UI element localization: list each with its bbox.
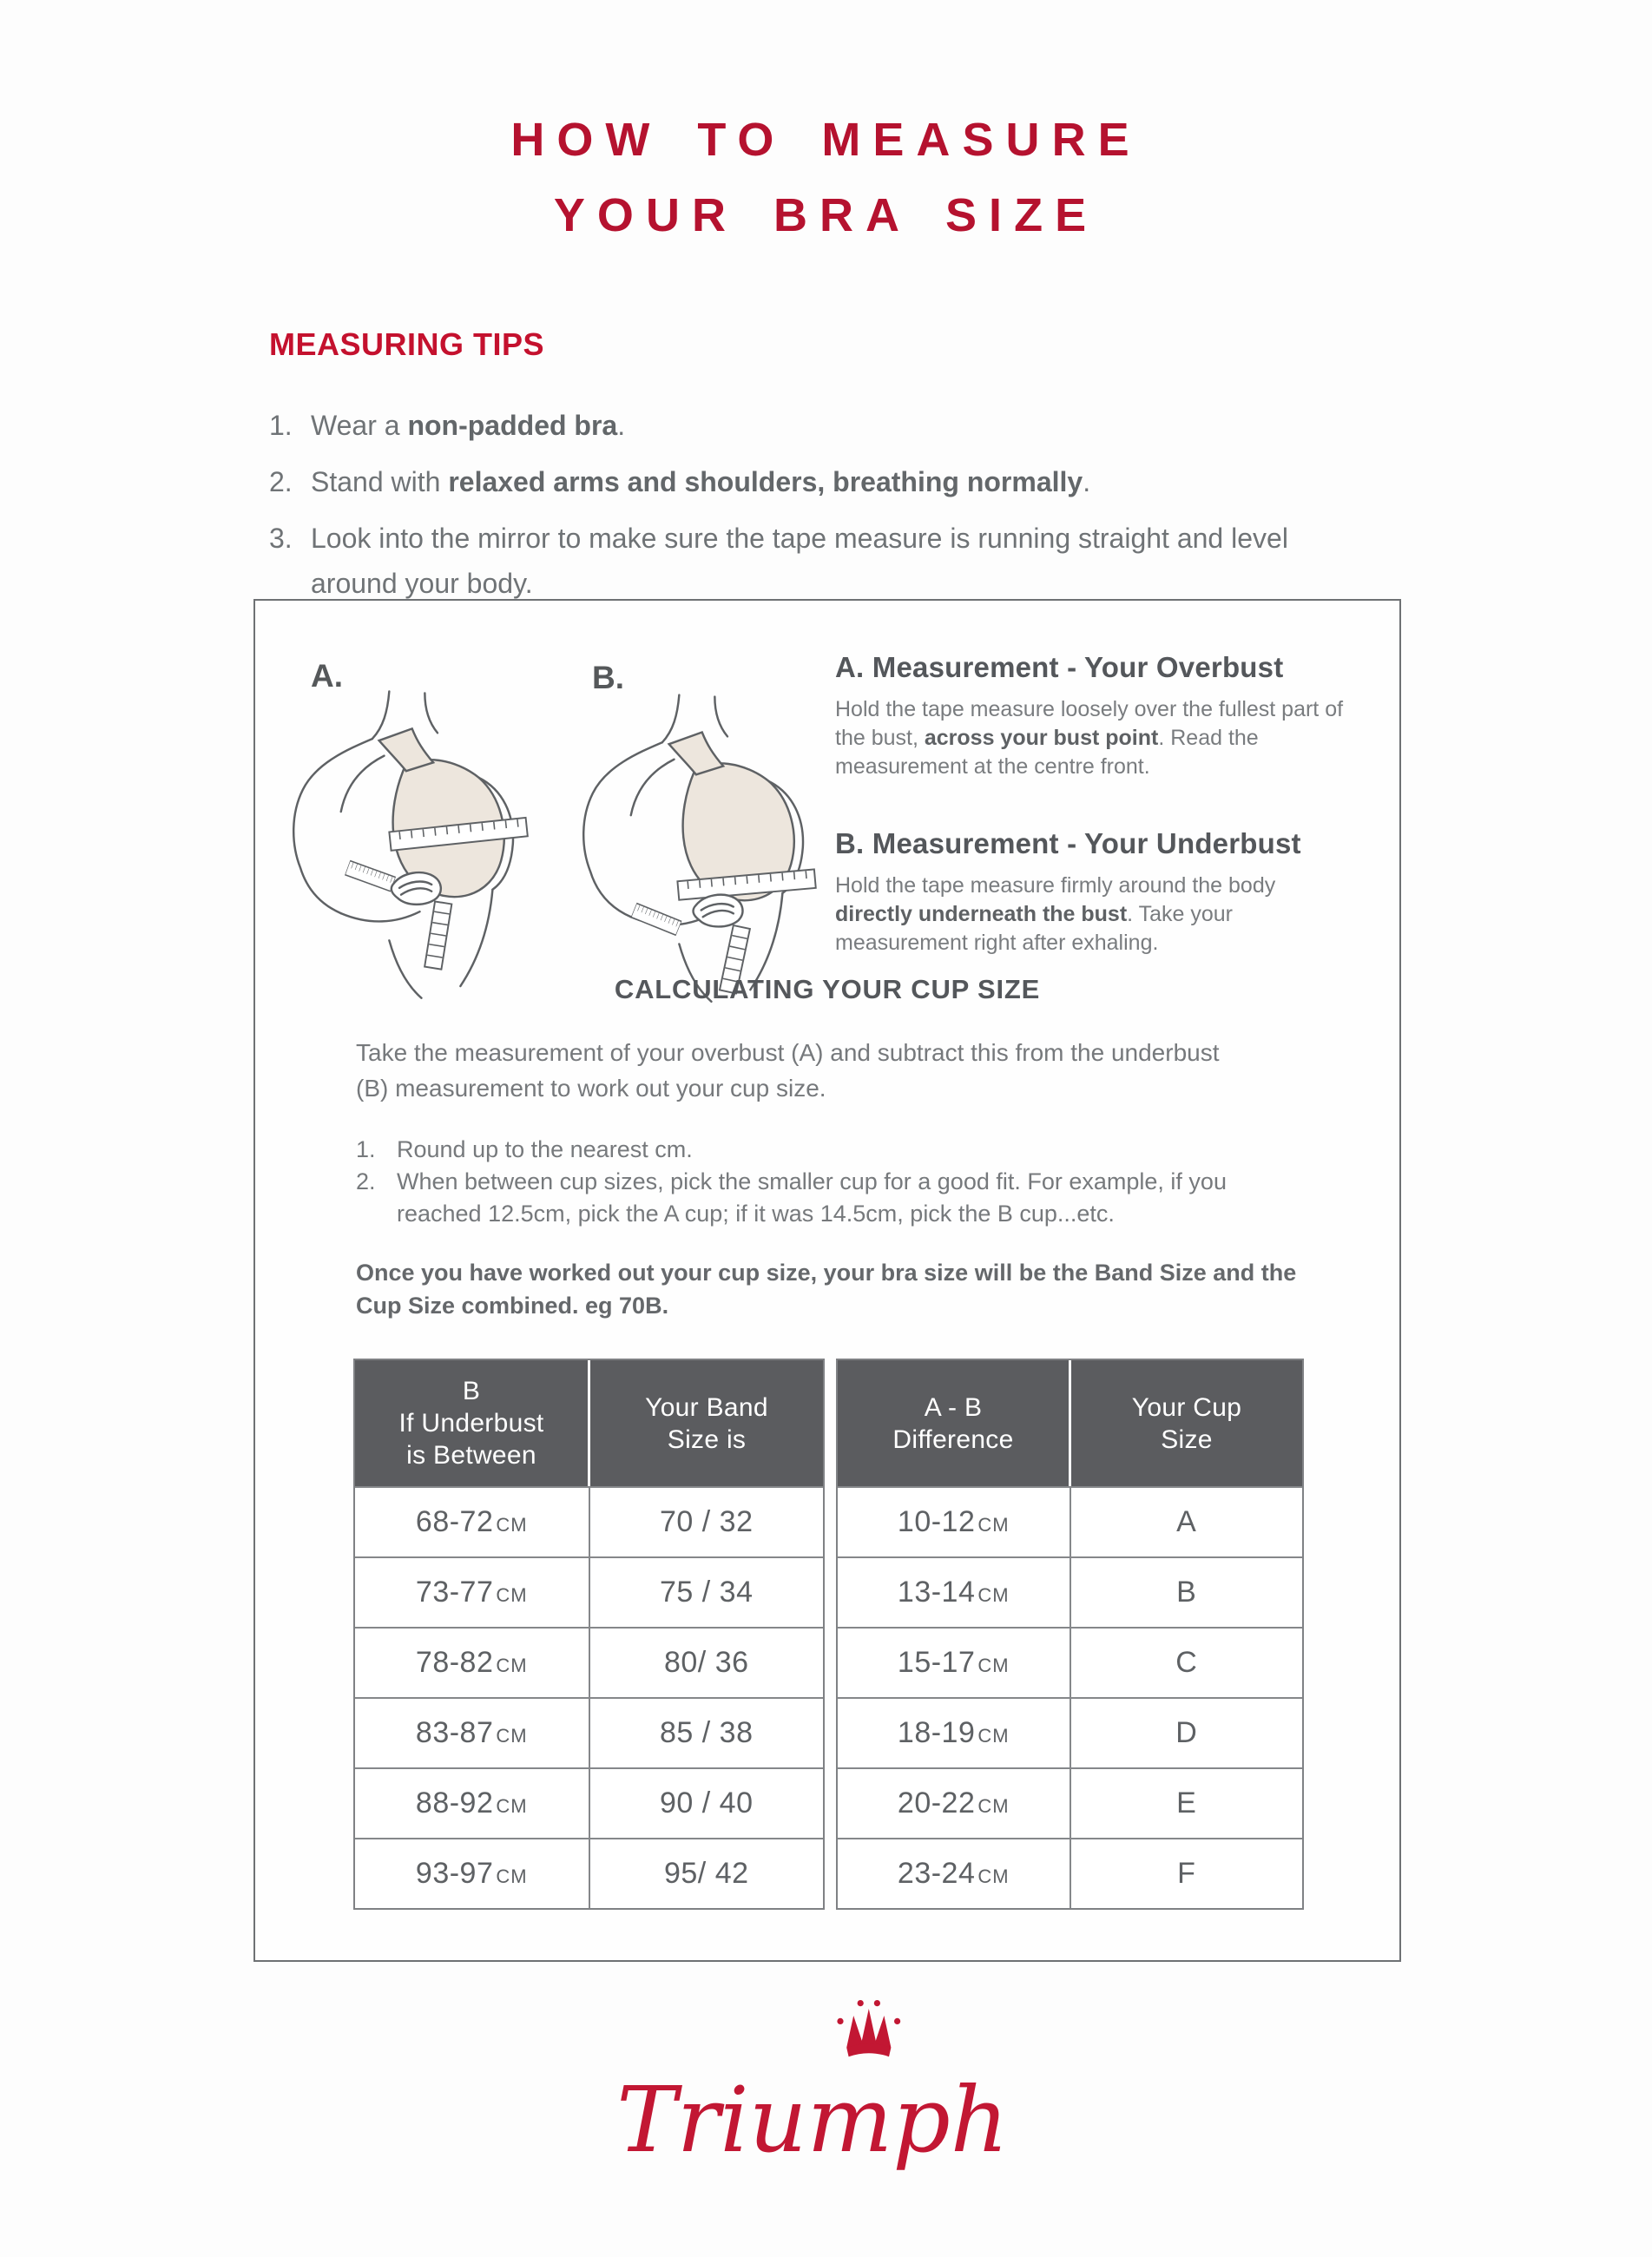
- cup-size-steps: [356, 1134, 1263, 1230]
- underbust-heading: B. Measurement - Your Underbust: [835, 827, 1301, 859]
- measuring-tips-list: [269, 403, 1324, 606]
- cup-size-cell: A: [1176, 1505, 1197, 1538]
- table-row: [838, 1767, 1302, 1838]
- cup-size-cell: E: [1176, 1787, 1197, 1819]
- band-table-header: [355, 1360, 823, 1486]
- table-row: [355, 1627, 823, 1697]
- overbust-illustration: [262, 686, 542, 1009]
- page-title-line2: YOUR BRA SIZE: [553, 189, 1099, 241]
- measurement-instructions: [835, 651, 1356, 957]
- table-row: [838, 1838, 1302, 1908]
- bra-size-note: Once you have worked out your cup size, your bra size will be the Band Size and the Cup Size combined. eg 70B.: [356, 1260, 1297, 1319]
- difference-range-cell: 10-12 CM: [838, 1488, 1071, 1556]
- table-row: [838, 1556, 1302, 1627]
- cup-size-cell: C: [1175, 1646, 1198, 1679]
- calculating-cup-size-section: [356, 1035, 1302, 1322]
- underbust-range-cell: 83-87 CM: [355, 1699, 590, 1767]
- table-row: [355, 1697, 823, 1767]
- band-size-table: [353, 1359, 825, 1910]
- cup-table-header: [838, 1360, 1302, 1486]
- cup-size-intro: Take the measurement of your overbust (A) and subtract this from the underbust (B) measurement to work out your cup size.: [356, 1039, 1220, 1102]
- band-size-cell: 80/ 36: [663, 1646, 749, 1679]
- figure-a-label: A.: [311, 658, 343, 694]
- difference-range-cell: 18-19 CM: [838, 1699, 1071, 1767]
- band-table-header-underbust: B If Underbust is Between: [355, 1360, 590, 1486]
- underbust-range-cell: 88-92 CM: [355, 1769, 590, 1838]
- table-row: [838, 1697, 1302, 1767]
- cup-step-2: 2. When between cup sizes, pick the smaller cup for a good fit. For example, if you reached 12.5cm, pick the A cup; if it was 14.5cm, pick the B cup...etc.: [356, 1168, 1227, 1227]
- measuring-tips-section: [269, 326, 1363, 617]
- calculating-cup-size-heading: CALCULATING YOUR CUP SIZE: [614, 974, 1041, 1004]
- underbust-range-cell: 93-97 CM: [355, 1839, 590, 1908]
- table-row: [355, 1838, 823, 1908]
- band-size-cell: 70 / 32: [660, 1505, 754, 1538]
- figure-b-label: B.: [592, 660, 624, 695]
- underbust-range-cell: 68-72 CM: [355, 1488, 590, 1556]
- cup-table-header-cupsize: Your Cup Size: [1131, 1392, 1242, 1454]
- measuring-tips-heading: MEASURING TIPS: [269, 326, 545, 362]
- band-size-cell: 75 / 34: [660, 1576, 754, 1609]
- difference-range-cell: 23-24 CM: [838, 1839, 1071, 1908]
- overbust-text: Hold the tape measure loosely over the fullest part of the bust, across your bust point. Read the measurement at the centre front.: [835, 697, 1344, 779]
- underbust-range-cell: 73-77 CM: [355, 1558, 590, 1627]
- crown-icon: [837, 2000, 900, 2056]
- cup-size-cell: B: [1176, 1576, 1197, 1609]
- table-row: [355, 1556, 823, 1627]
- triumph-wordmark: Triumph: [616, 2067, 1009, 2173]
- difference-range-cell: 20-22 CM: [838, 1769, 1071, 1838]
- cup-size-table: [836, 1359, 1304, 1910]
- cup-size-cell: F: [1177, 1857, 1196, 1890]
- overbust-heading: A. Measurement - Your Overbust: [835, 651, 1284, 683]
- cup-size-cell: D: [1175, 1716, 1198, 1749]
- tip-item-2: 2. Stand with relaxed arms and shoulders, breathing normally.: [269, 466, 1091, 497]
- cup-table-header-difference: A - B Difference: [838, 1360, 1071, 1486]
- tip-item-3: 3. Look into the mirror to make sure the tape measure is running straight and level around your body.: [269, 523, 1288, 599]
- cup-table-body: [838, 1486, 1302, 1908]
- underbust-range-cell: 78-82 CM: [355, 1629, 590, 1697]
- triumph-logo: [599, 1993, 1050, 2210]
- band-table-header-bandsize: Your Band Size is: [645, 1392, 768, 1454]
- table-row: [355, 1767, 823, 1838]
- underbust-text: Hold the tape measure firmly around the body directly underneath the bust. Take your measurement right after exhaling.: [835, 873, 1276, 955]
- table-row: [355, 1486, 823, 1556]
- table-row: [838, 1627, 1302, 1697]
- page-title: [0, 102, 1652, 253]
- band-size-cell: 90 / 40: [660, 1787, 754, 1819]
- band-size-cell: 85 / 38: [660, 1716, 754, 1749]
- difference-range-cell: 13-14 CM: [838, 1558, 1071, 1627]
- band-size-cell: 95/ 42: [663, 1857, 749, 1890]
- table-row: [838, 1486, 1302, 1556]
- page-title-line1: HOW TO MEASURE: [510, 114, 1142, 166]
- band-table-body: [355, 1486, 823, 1908]
- difference-range-cell: 15-17 CM: [838, 1629, 1071, 1697]
- cup-step-1: 1. Round up to the nearest cm.: [356, 1136, 693, 1162]
- tip-item-1: 1. Wear a non-padded bra.: [269, 410, 626, 441]
